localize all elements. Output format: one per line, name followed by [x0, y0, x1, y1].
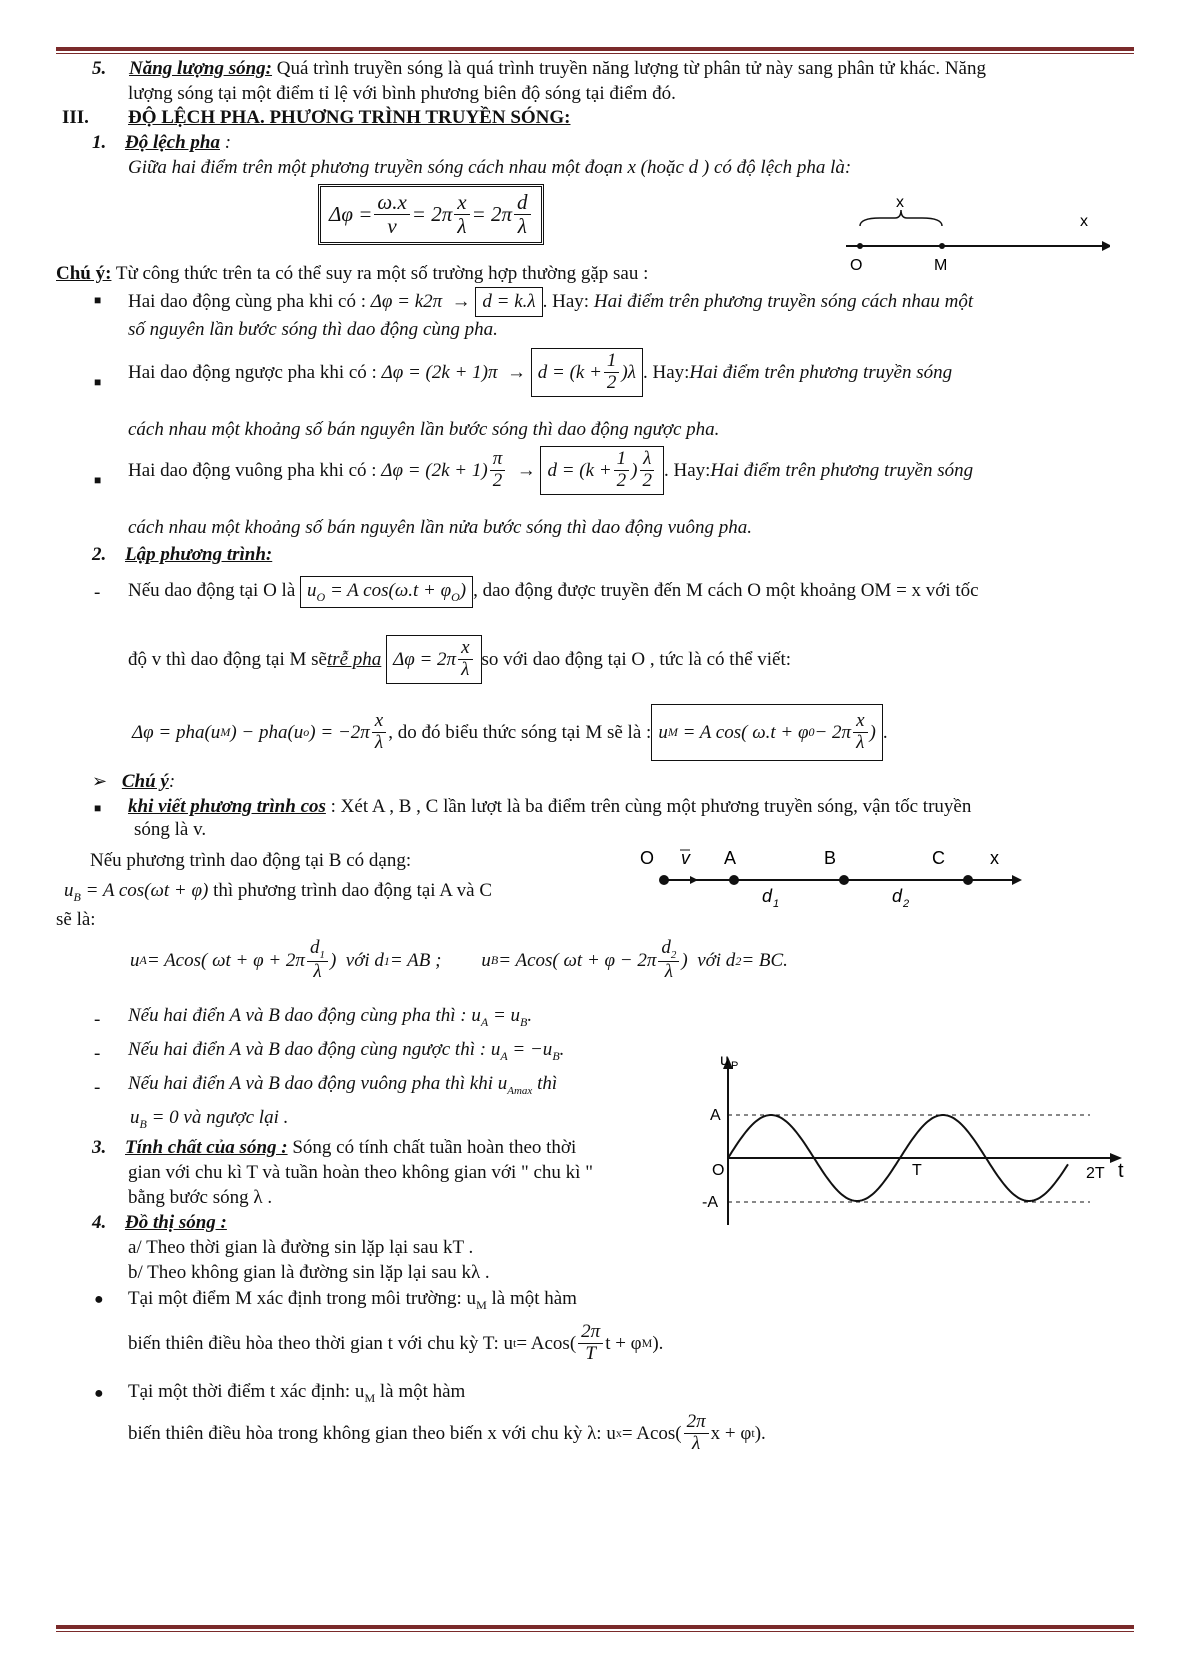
o-label: O	[850, 257, 863, 274]
sub2-num: 2.	[92, 544, 107, 565]
top-rule-thin	[56, 53, 1134, 54]
wave-graph	[690, 1055, 1130, 1230]
sec3-title: ĐỘ LỆCH PHA. PHƯƠNG TRÌNH TRUYỀN SÓNG:	[128, 107, 571, 128]
eq-l1a: Nếu dao động tại O là	[128, 580, 301, 601]
cos-eq2: = BC.	[741, 949, 788, 971]
cos-line1	[128, 795, 971, 819]
case2-line1: Hai dao động ngược pha khi có : Δφ = (2k + 1)π → d = (k + $\frac{1}{2}$ )λ . Hay: Hai điểm trên phương truyền sóng	[128, 348, 952, 397]
point-a	[729, 875, 739, 885]
svg-text:2: 2	[903, 898, 910, 910]
x-brace	[860, 210, 942, 226]
pt2-t1b: là một hàm	[375, 1381, 466, 1402]
sub1-intro: Giữa hai điểm trên một phương truyền sóng cách nhau một đoạn x (hoặc d ) có độ lệch pha là:	[128, 157, 852, 178]
top-rule	[56, 47, 1134, 51]
eq-l3b: , do đó biểu thức sóng tại M sẽ là :	[388, 721, 652, 743]
pt1-t2c: t + φ	[605, 1332, 642, 1354]
point-o	[857, 243, 863, 249]
sub1-colon: :	[220, 132, 232, 153]
point-c	[963, 875, 973, 885]
eq-l2b: trễ pha	[326, 648, 382, 670]
graph-t-label: T	[912, 1162, 922, 1179]
note2-colon: :	[168, 771, 176, 792]
dash-line3: Nếu hai điển A và B dao động vuông pha thì khi $u_{Amax}$ thì	[128, 1073, 558, 1097]
bullet-3: ■	[94, 473, 102, 487]
graph-axis-t-label: t	[1118, 1160, 1124, 1182]
pt1-t1b: là một hàm	[486, 1288, 577, 1309]
case1-lead: Hai dao động cùng pha khi có :	[128, 291, 371, 312]
case3-line1: Hai dao động vuông pha khi có : Δφ = (2k + 1) $\frac{\pi}{2}$ → d = (k + $\frac{1}{2}$ ) $\frac{\lambda}{2}$ . Hay: Hai điểm trên phương truyền sóng	[128, 446, 973, 495]
d1-label: d	[762, 886, 773, 906]
abc-axis-arrow	[1012, 875, 1022, 885]
eq-line2: độ v thì dao động tại M sẽ trễ pha Δφ = 2π $\frac{x}{\lambda}$ so với dao động tại O , tức là có thể viết:	[128, 635, 791, 684]
sub4-heading	[92, 1211, 227, 1235]
d2-label: d	[892, 886, 903, 906]
a-label: A	[724, 848, 737, 868]
bullet-2: ■	[94, 375, 102, 389]
sub3-num: 3.	[92, 1137, 107, 1158]
pt2-line1: Tại một thời điểm t xác định: $u_M$ là một hàm	[128, 1381, 466, 1405]
cos-t2: sóng là v.	[134, 819, 207, 840]
dash-d3: Nếu hai điển A và B dao động vuông pha thì khi	[128, 1073, 498, 1094]
dash-line4: $u_B = 0$ và ngược lại .	[130, 1107, 289, 1131]
sec3-num: III.	[62, 107, 89, 128]
note1	[56, 262, 648, 286]
graph-o-label: O	[712, 1162, 725, 1179]
cos-t1: : Xét A , B , C lần lượt là ba điểm trên cùng một phương truyền sóng, vận tốc truyền	[325, 796, 972, 817]
case1-italic1: Hai điểm trên phương truyền sóng cách nhau một	[593, 291, 974, 312]
sub4-title: Đồ thị sóng :	[125, 1212, 227, 1233]
axis-x-label: x	[1080, 213, 1088, 230]
dash-4: -	[94, 1077, 101, 1098]
sub3-t3: bằng bước sóng λ .	[128, 1187, 273, 1208]
sub3-t2: gian với chu kì T và tuần hoàn theo không gian với " chu kì "	[128, 1162, 593, 1183]
sec5-text1: Quá trình truyền sóng là quá trình truyền năng lượng từ phân tử này sang phân tử khác. Năng	[272, 58, 986, 79]
pt2-t2d: ).	[754, 1422, 766, 1444]
case3-italic1: Hai điểm trên phương truyền sóng	[710, 459, 974, 481]
m-label: M	[934, 257, 948, 274]
sec5-title: Năng lượng sóng:	[129, 58, 273, 79]
eq-line1: Nếu dao động tại O là $u_O = A$ $\cos(\omega.t + \varphi_O)$ , dao động được truyền đến M cách O một khoảng OM = x với tốc	[128, 576, 979, 608]
case3-hay: . Hay:	[663, 459, 711, 481]
pt1-t2: biến thiên điều hòa theo thời gian t với chu kỳ T: u	[128, 1332, 514, 1354]
cos-line4: $u_B = A$ cos(ωt + φ) thì phương trình dao động tại A và C	[64, 880, 493, 904]
cos-t5: sẽ là:	[56, 909, 96, 930]
axis-arrow	[1102, 241, 1110, 251]
svg-text:1: 1	[773, 898, 780, 910]
graph-minus-a-label: -A	[702, 1194, 718, 1211]
sec5-text2: lượng sóng tại một điểm tỉ lệ với bình phương biên độ sóng tại điểm đó.	[128, 83, 676, 104]
bottom-rule-thin	[56, 1631, 1134, 1632]
case2-lead: Hai dao động ngược pha khi có :	[128, 361, 377, 383]
sub3-title: Tính chất của sóng :	[125, 1137, 288, 1158]
dash-d3b: thì	[532, 1073, 558, 1094]
sub2-title: Lập phương trình:	[125, 544, 273, 565]
dot-1: ●	[94, 1291, 104, 1308]
case1-italic2: số nguyên lần bước sóng thì dao động cùng pha.	[128, 319, 498, 340]
dot-2: ●	[94, 1385, 104, 1402]
brace-x-label: x	[896, 194, 904, 211]
cos-eq1: = AB ;	[389, 949, 442, 971]
case3-italic2: cách nhau một khoảng số bán nguyên lần nửa bước sóng thì dao động vuông pha.	[128, 517, 753, 538]
note1-label: Chú ý:	[56, 263, 112, 284]
sub2-heading	[92, 543, 272, 567]
pt1-t2b: = Acos(	[516, 1332, 577, 1354]
v-label: v	[681, 848, 690, 868]
cos-t3: Nếu phương trình dao động tại B có dạng:	[90, 850, 412, 871]
point-b	[839, 875, 849, 885]
cos-with1: với d	[345, 949, 384, 971]
axis-ox-diagram	[840, 190, 1110, 280]
case3-lead: Hai dao động vuông pha khi có :	[128, 459, 377, 481]
eq-l1b: , dao động được truyền đến M cách O một khoảng OM = x với tốc	[473, 580, 979, 601]
b-label: B	[824, 848, 837, 868]
pt1-line2: biến thiên điều hòa theo thời gian t với chu kỳ T: u t = Acos( $\frac{2\pi}{T}$ t + φ M ).	[128, 1321, 664, 1364]
bullet-4: ■	[94, 801, 102, 815]
dash-line1: Nếu hai điển A và B dao động cùng pha thì : $u_A = u_B$.	[128, 1005, 533, 1029]
x2-label: x	[990, 848, 999, 868]
note1-text: Từ công thức trên ta có thể suy ra một số trường hợp thường gặp sau :	[111, 263, 649, 284]
case2-hay: . Hay:	[642, 361, 690, 383]
sec5-num: 5.	[92, 58, 107, 79]
dash-d1: Nếu hai điển A và B dao động cùng pha thì :	[128, 1005, 472, 1026]
cos-title: khi viết phương trình cos	[128, 796, 326, 817]
dash-d2: Nếu hai điển A và B dao động cùng ngược thì :	[128, 1039, 491, 1060]
sub1-heading	[92, 131, 231, 155]
note2: ➢ Chú ý:	[92, 771, 176, 792]
pt2-t2c: x + φ	[710, 1422, 752, 1444]
cos-equations: u A = Acos( ωt + φ + 2π $\frac{d_1}{\lambda}$ ) với d 1 = AB ; u B = Acos( ωt + φ − 2π $\frac{d_2}{\lambda}$ ) với d 2 = BC.	[130, 937, 788, 982]
phase-formula: Δφ = $\frac{\omega.x}{v}$ = 2π $\frac{x}{\lambda}$ = 2π $\frac{d}{\lambda}$	[318, 184, 544, 245]
v-arrow	[690, 876, 698, 884]
sec5-line1	[92, 57, 986, 81]
pt2-t1: Tại một thời điểm t xác định: u	[128, 1381, 365, 1402]
pt2-t2b: = Acos(	[621, 1422, 682, 1444]
c-label: C	[932, 848, 945, 868]
o2-label: O	[640, 848, 655, 868]
dash-2: -	[94, 1009, 101, 1030]
eq-l2c: so với dao động tại O , tức là có thể viết:	[481, 648, 792, 670]
dash-1: -	[94, 582, 101, 603]
graph-y-label: u	[720, 1055, 729, 1069]
case2-italic2: cách nhau một khoảng số bán nguyên lần bước sóng thì dao động ngược pha.	[128, 419, 720, 440]
dash-d4: và ngược lại .	[178, 1107, 289, 1128]
abc-axis-diagram	[628, 846, 1028, 912]
bullet-1: ■	[94, 293, 102, 307]
sub1-title: Độ lệch pha	[125, 132, 220, 153]
dash-line2: Nếu hai điển A và B dao động cùng ngược thì : $u_A = -u_B$.	[128, 1039, 565, 1063]
eq-line3: Δφ = pha(u M ) − pha(u o ) = −2π $\frac{x}{\lambda}$ , do đó biểu thức sóng tại M sẽ là : u M = A cos( ω.t + φ 0 − 2π $\frac{x}{\lambda}$ ) .	[132, 704, 888, 761]
sub4-b: b/ Theo không gian là đường sin lặp lại sau kλ .	[128, 1262, 490, 1283]
eq-l2a: độ v thì dao động tại M sẽ	[128, 648, 327, 670]
sub4-a: a/ Theo thời gian là đường sin lặp lại sau kT .	[128, 1237, 474, 1258]
point-o2	[659, 875, 669, 885]
pt2-t2: biến thiên điều hòa trong không gian theo biến x với chu kỳ λ: u	[128, 1422, 616, 1444]
dash-3: -	[94, 1043, 101, 1064]
sub1-num: 1.	[92, 132, 107, 153]
graph-y-sub: P	[731, 1060, 739, 1072]
point-m	[939, 243, 945, 249]
pt1-line1: Tại một điểm M xác định trong môi trường: $u_M$ là một hàm	[128, 1288, 577, 1312]
case1-line1: Hai dao động cùng pha khi có : Δφ = k2π → d = k.λ . Hay: Hai điểm trên phương truyền sóng cách nhau một	[128, 287, 973, 317]
cos-with2: với d	[697, 949, 736, 971]
note2-label: Chú ý	[121, 771, 169, 792]
case1-hay: . Hay:	[542, 291, 594, 312]
graph-2t-label: 2T	[1086, 1165, 1105, 1182]
pt1-t2d: ).	[652, 1332, 664, 1354]
cos-t4: thì phương trình dao động tại A và C	[208, 880, 493, 901]
sub4-num: 4.	[92, 1212, 107, 1233]
pt1-t1: Tại một điểm M xác định trong môi trường: u	[128, 1288, 477, 1309]
graph-a-label: A	[710, 1107, 721, 1124]
pt2-line2: biến thiên điều hòa trong không gian theo biến x với chu kỳ λ: u x = Acos( $\frac{2\pi}{\lambda}$ x + φ t ).	[128, 1411, 766, 1454]
sub3-t1: Sóng có tính chất tuần hoàn theo thời	[287, 1137, 577, 1158]
bottom-rule	[56, 1625, 1134, 1629]
sub3-line1	[92, 1136, 576, 1160]
case2-italic1: Hai điểm trên phương truyền sóng	[689, 361, 953, 383]
